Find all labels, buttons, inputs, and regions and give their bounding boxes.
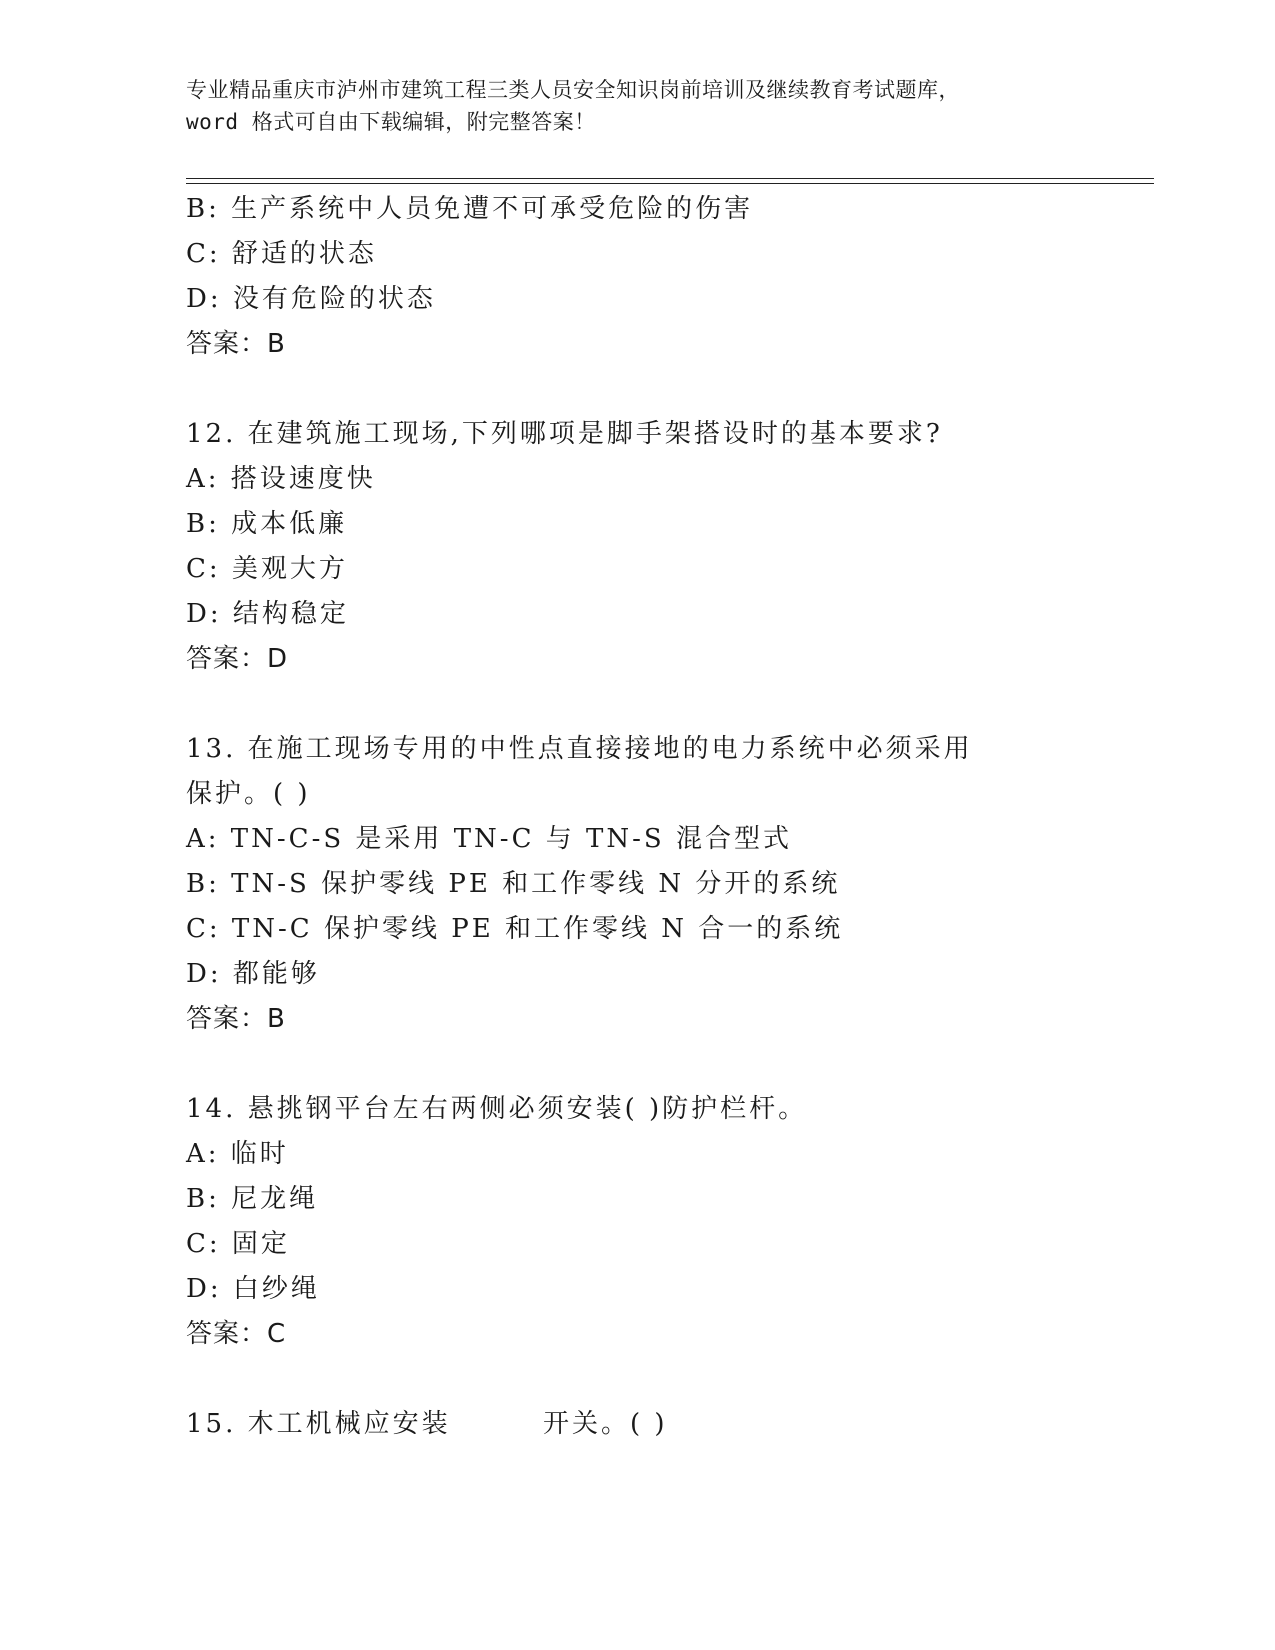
q14-answer: 答案：C: [186, 1319, 287, 1349]
q13-option-b: B: TN-S 保护零线 PE 和工作零线 N 分开的系统: [186, 869, 841, 899]
q12-question: 12. 在建筑施工现场,下列哪项是脚手架搭设时的基本要求?: [186, 419, 943, 449]
header-divider-bottom: [186, 183, 1154, 184]
document-header: [186, 74, 1086, 138]
q12-option-a: A: 搭设速度快: [186, 464, 376, 494]
q13-question-line-2: 保护。( ): [186, 779, 311, 809]
header-line-2: word 格式可自由下载编辑，附完整答案！: [186, 110, 596, 134]
q11-answer: 答案：B: [186, 329, 286, 359]
q12-option-b: B: 成本低廉: [186, 509, 348, 539]
q14-option-a: A: 临时: [186, 1139, 289, 1169]
q14-option-c: C: 固定: [186, 1229, 290, 1259]
q13-answer: 答案：B: [186, 1004, 286, 1034]
header-line-1: 专业精品重庆市泸州市建筑工程三类人员安全知识岗前培训及继续教育考试题库，: [186, 78, 960, 102]
q13-option-a: A: TN-C-S 是采用 TN-C 与 TN-S 混合型式: [186, 824, 792, 854]
q11-option-c: C: 舒适的状态: [186, 239, 377, 269]
q14-option-b: B: 尼龙绳: [186, 1184, 319, 1214]
q12-option-c: C: 美观大方: [186, 554, 348, 584]
q13-question-line-1: 13. 在施工现场专用的中性点直接接地的电力系统中必须采用: [186, 734, 973, 764]
q13-option-d: D: 都能够: [186, 959, 320, 989]
q12-answer: 答案：D: [186, 644, 289, 674]
q11-option-b: B: 生产系统中人员免遭不可承受危险的伤害: [186, 194, 754, 224]
q13-option-c: C: TN-C 保护零线 PE 和工作零线 N 合一的系统: [186, 914, 844, 944]
q15-question-part-2: 开关。( ): [543, 1409, 668, 1439]
q12-option-d: D: 结构稳定: [186, 599, 349, 629]
q11-option-d: D: 没有危险的状态: [186, 284, 436, 314]
q15-question-part-1: 15. 木工机械应安装: [186, 1409, 451, 1439]
q14-option-d: D: 白纱绳: [186, 1274, 320, 1304]
header-divider-top: [186, 178, 1154, 179]
q14-question: 14. 悬挑钢平台左右两侧必须安装( )防护栏杆。: [186, 1094, 808, 1124]
